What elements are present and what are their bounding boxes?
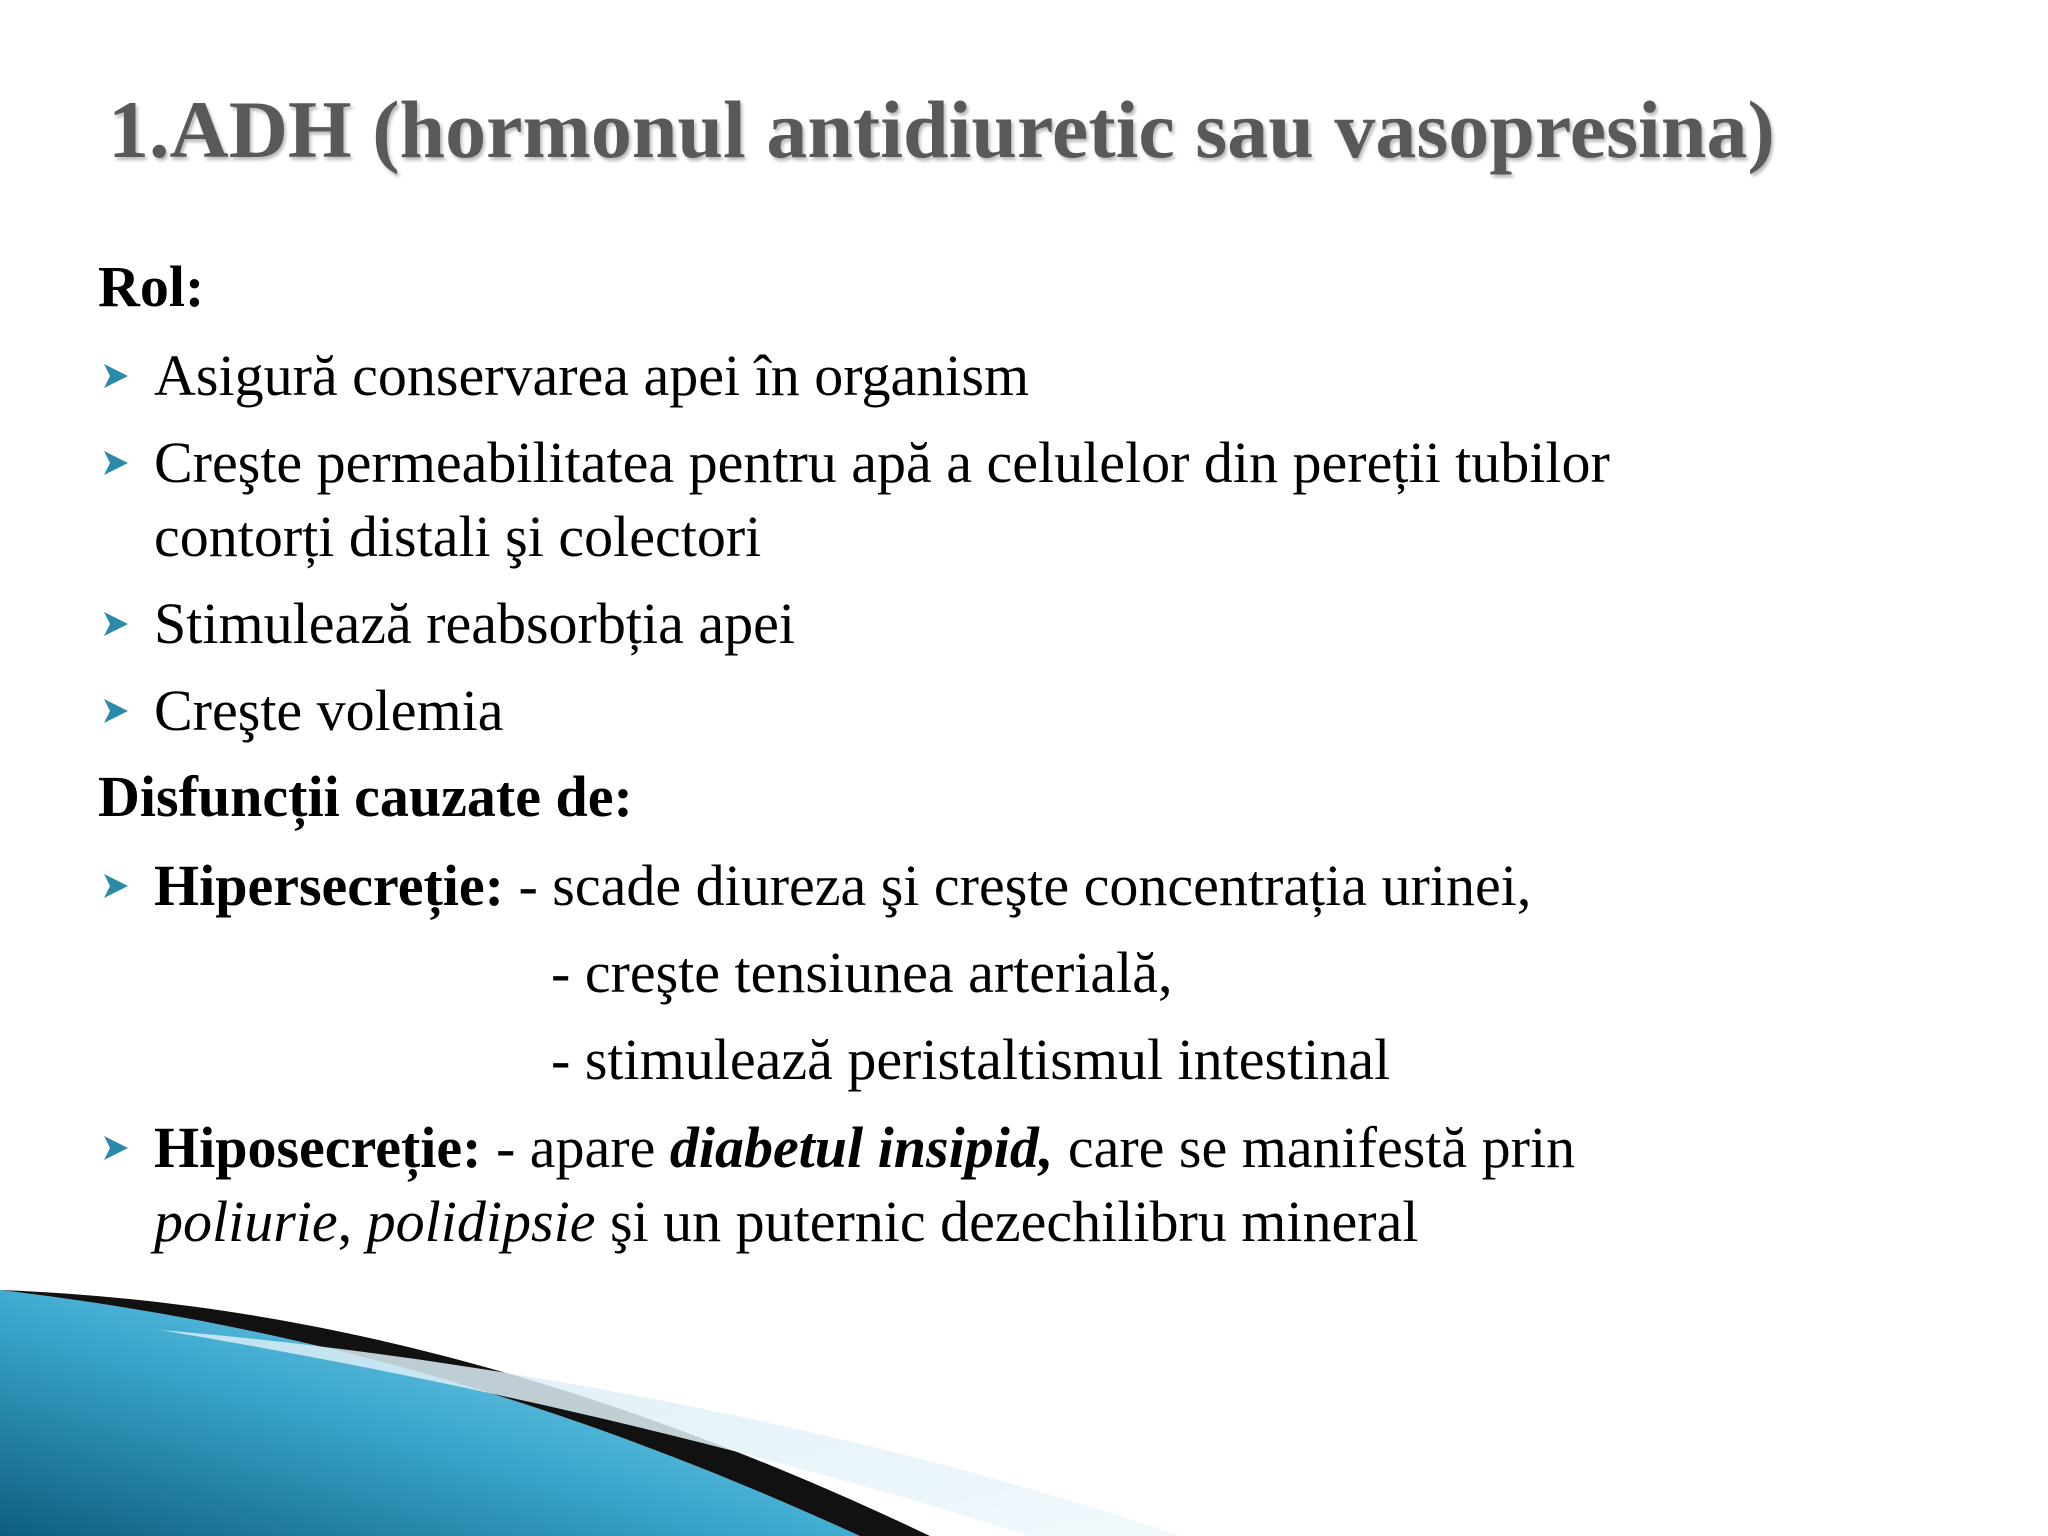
hipersecretie-effect: - creşte tensiunea arterială, bbox=[551, 940, 1173, 1005]
list-item-text: Creşte volemia bbox=[154, 678, 504, 743]
hiposecretie-line bbox=[154, 1110, 1974, 1186]
list-item-text: Asigură conservarea apei în organism bbox=[154, 343, 1030, 408]
list-item-text-continued: contorți distali şi colectori bbox=[154, 504, 762, 569]
polidipsie-term: polidipsie bbox=[366, 1189, 596, 1254]
arrowhead-bullet-icon bbox=[100, 447, 132, 479]
arrowhead-bullet-icon bbox=[100, 695, 132, 727]
hiposecretie-text: - apare bbox=[481, 1115, 670, 1180]
hiposecretie-text: şi un puternic dezechilibru mineral bbox=[595, 1189, 1419, 1254]
hipersecretie-line bbox=[154, 848, 1974, 924]
separator: , bbox=[337, 1189, 367, 1254]
hipersecretie-label: Hipersecreție: bbox=[154, 853, 504, 918]
list-item-text: Creşte permeabilitatea pentru apă a celulelor din pereții tubilor bbox=[154, 430, 1610, 495]
hiposecretie-line-continued bbox=[154, 1184, 1974, 1260]
hipersecretie-effect: - stimulează peristaltismul intestinal bbox=[551, 1027, 1391, 1092]
hipersecretie-effect: - scade diureza şi creşte concentrația urinei, bbox=[518, 853, 1532, 918]
disfunctii-heading: Disfuncții cauzate de: bbox=[98, 764, 633, 829]
list-item-text: Stimulează reabsorbția apei bbox=[154, 591, 795, 656]
poliurie-term: poliurie bbox=[154, 1189, 338, 1254]
rol-heading: Rol: bbox=[98, 254, 205, 319]
arrowhead-bullet-icon bbox=[100, 870, 132, 902]
arrowhead-bullet-icon bbox=[100, 360, 132, 392]
hiposecretie-text: care se manifestă prin bbox=[1053, 1115, 1576, 1180]
hiposecretie-label: Hiposecreție: bbox=[154, 1115, 482, 1180]
arrowhead-bullet-icon bbox=[100, 1132, 132, 1164]
diabetul-insipid-emphasis: diabetul insipid, bbox=[669, 1115, 1054, 1180]
arrowhead-bullet-icon bbox=[100, 608, 132, 640]
slide-title: 1.ADH (hormonul antidiuretic sau vasopresina) bbox=[108, 84, 1775, 175]
